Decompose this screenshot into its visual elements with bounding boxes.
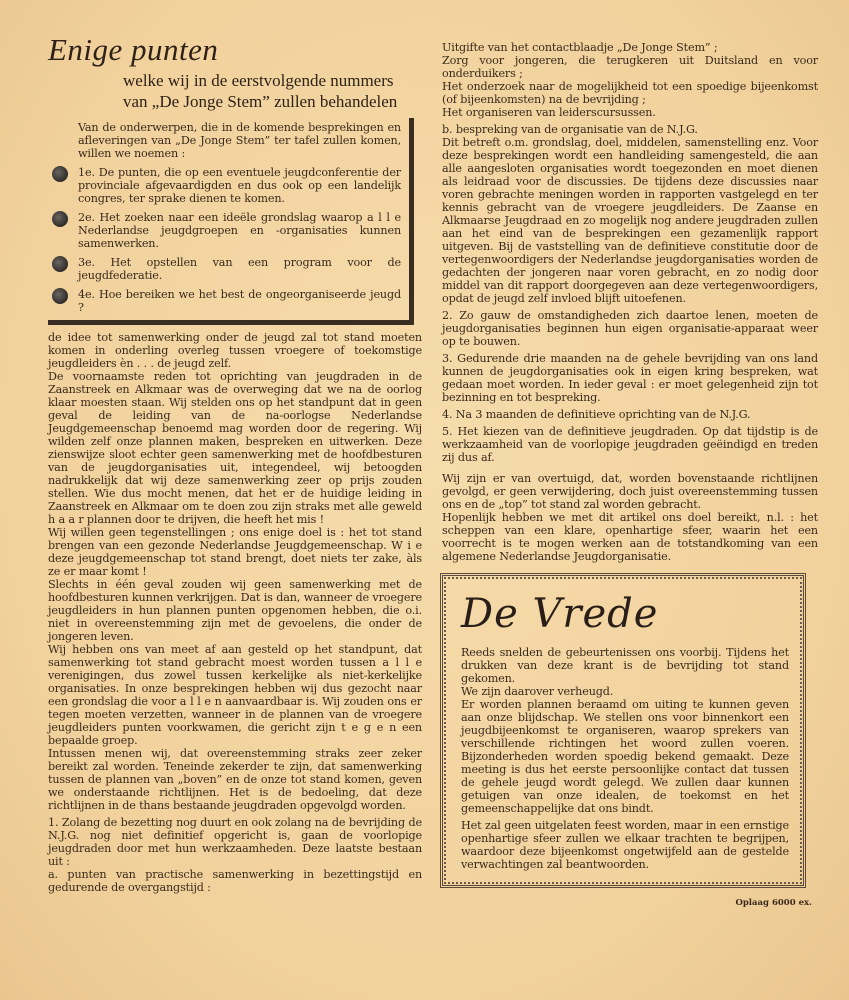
paragraph: Het onderzoek naar de mogelijkheid tot een spoedige bijeenkomst (of bijeenkomsten) na de bevrijding ;	[442, 80, 818, 106]
paragraph: Intussen menen wij, dat overeenstemming straks zeer zeker bereikt zal worden. Teneinde zekerder te zijn, dat samenwerking tussen de plannen van „boven” en de onze tot stand komen, geven we onderstaande richtlijnen. Het is de bedoeling, dat deze richtlijnen in de thans bestaande jeugdraden opgevolgd worden.	[48, 747, 422, 812]
paragraph: b. bespreking van de organisatie van de N.J.G.	[442, 123, 698, 136]
point-text: 4e. Hoe bereiken we het best de ongeorganiseerde jeugd ?	[78, 288, 401, 314]
paragraph: Het organiseren van leiderscursussen.	[442, 106, 656, 119]
paragraph: De voornaamste reden tot oprichting van jeugdraden in de Zaanstreek en Alkmaar was de overweging dat we na de oorlog klaar moesten staan. Wij stelden ons op het standpunt dat in geen geval de leiding van de na-oorlogse Nederlandse Jeugdgemeenschap benoemd mag worden door de regering. Wij wilden zelf onze plannen maken, bespreken en uitwerken. Deze zienswijze sloot echter geen samenwerking met de hoofdbesturen van de jeugdorganisaties uit, integendeel, wij betoogden nadrukkelijk dat wij deze samenwerking zeer op prijs zouden stellen. Wie dus mocht menen, dat het er de huidige leiding in Zaanstreek en Alkmaar om te doen zou zijn straks met alle geweld h a a r plannen door te drijven, die heeft het mis !	[48, 370, 422, 526]
bullet-icon	[52, 211, 68, 227]
left-side	[48, 118, 422, 894]
vrede-title: De Vrede	[461, 591, 659, 637]
paragraph: Wij willen geen tegenstellingen ; ons enige doel is : het tot stand brengen van een gezonde Nederlandse Jeugdgemeenschap. W i e deze jeugdgemeenschap tot stand brengt, doet niets ter zake, àls ze er maar komt !	[48, 526, 422, 578]
paragraph: 5. Het kiezen van de definitieve jeugdraden. Op dat tijdstip is de werkzaamheid van de voorlopige jeugdraden geëindigd en treden zij dus af.	[442, 425, 818, 464]
paragraph: Uitgifte van het contactblaadje „De Jonge Stem” ;	[442, 41, 718, 54]
paragraph: Er worden plannen beraamd om uiting te kunnen geven aan onze blijdschap. We stellen ons voor binnenkort een jeugdbijeenkomst te organiseren, waarop sprekers van verschillende richtingen het woord zullen voeren. Bijzonderheden worden spoedig bekend gemaakt. Deze meeting is dus het eerste persoonlijke contact dat tussen de gehele jeugd wordt gelegd. We zullen daar kunnen getuigen van onze idealen, de toekomst en het gemeenschappelijke dat ons bindt.	[461, 698, 789, 815]
article-subtitle-line-2: van „De Jonge Stem” zullen behandelen	[123, 92, 398, 111]
paragraph: 3. Gedurende drie maanden na de gehele bevrijding van ons land kunnen de jeugdorganisaties ook in eigen kring bespreken, wat gedaan moet worden. In ieder geval : er moet gelegenheid zijn tot bezinning en tot bespreking.	[442, 352, 818, 404]
paragraph: Reeds snelden de gebeurtenissen ons voorbij. Tijdens het drukken van deze krant is de bevrijding tot stand gekomen.	[461, 646, 789, 685]
paragraph: 1. Zolang de bezetting nog duurt en ook zolang na de bevrijding de N.J.G. nog niet definitief opgericht is, gaan de voorlopige jeugdraden door met hun werkzaamheden. Deze laatste bestaan uit :	[48, 816, 422, 868]
print-run-note: Oplaag 6000 ex.	[735, 898, 812, 908]
left-column	[48, 331, 422, 894]
vrede-box	[440, 573, 806, 888]
article-title: Enige punten	[48, 32, 219, 67]
paragraph: 4. Na 3 maanden de definitieve oprichting van de N.J.G.	[442, 408, 751, 421]
article-subtitle-line-1: welke wij in de eerstvolgende nummers	[123, 71, 394, 90]
paragraph: We zijn daarover verheugd.	[461, 685, 614, 698]
bullet-icon	[52, 166, 68, 182]
point-text: 3e. Het opstellen van een program voor de jeugdfederatie.	[78, 256, 401, 282]
right-side	[442, 41, 818, 908]
paragraph: Het zal geen uitgelaten feest worden, maar in een ernstige openhartige sfeer zullen we elkaar trachten te begrijpen, waardoor deze bijeenkomst ongetwijfeld aan de gestelde verwachtingen zal beantwoorden.	[461, 819, 789, 871]
paragraph: Dit betreft o.m. grondslag, doel, middelen, samenstelling enz. Voor deze besprekingen wordt een handleiding samengesteld, die aan alle aangesloten organisaties wordt toegezonden en moet dienen als leidraad voor de discussies. De tijdens deze discussies naar voren gebrachte meningen worden in rapporten vastgelegd en ter kennis gebracht van de vroegere jeugdleiders. De Zaanse en Alkmaarse Jeugdraad en zo mogelijk nog andere jeugdraden zullen aan het eind van de besprekingen een gezamenlijk rapport uitgeven. Bij de vaststelling van de definitieve constitutie door de vertegenwoordigers der Nederlandse jeugdorganisaties worden de gedachten der jongeren naar voren gebracht, en zo nodig door middel van dit rapport doorgegeven aan deze vertegenwoordigers, opdat de jeugd zelf invloed blijft uitoefenen.	[442, 136, 818, 305]
point-item	[78, 288, 401, 314]
points-box	[48, 118, 414, 325]
point-text: 2e. Het zoeken naar een ideële grondslag waarop a l l e Nederlandse jeugdgroepen en -organisaties kunnen samenwerken.	[78, 211, 401, 250]
point-item	[78, 211, 401, 250]
paragraph: Hopenlijk hebben we met dit artikel ons doel bereikt, n.l. : het scheppen van een klare, openhartige sfeer, waarin het een voorrecht is te mogen werken aan de totstandkoming van een algemene Nederlandse Jeugdorganisatie.	[442, 511, 818, 563]
right-column	[442, 41, 818, 563]
point-text: 1e. De punten, die op een eventuele jeugdconferentie der provinciale afgevaardigden en dus ook op een landelijk congres, ter sprake dienen te komen.	[78, 166, 401, 205]
paragraph: Wij hebben ons van meet af aan gesteld op het standpunt, dat samenwerking tot stand gebracht moest worden tussen a l l e verenigingen, dus zowel tussen kerkelijke als niet-kerkelijke organisaties. In onze besprekingen hebben wij dus gezocht naar een grondslag die voor a l l e n aanvaardbaar is. Wij zouden ons er tegen moeten verzetten, wanneer in de plannen van de vroegere jeugdleiders punten voorkwamen, die gericht zijn t e g e n een bepaalde groep.	[48, 643, 422, 747]
bullet-icon	[52, 288, 68, 304]
bullet-icon	[52, 256, 68, 272]
vrede-body	[461, 646, 789, 871]
paragraph: a. punten van practische samenwerking in bezettingstijd en gedurende de overgangstijd :	[48, 868, 422, 894]
point-item	[78, 256, 401, 282]
points-intro: Van de onderwerpen, die in de komende besprekingen en afleveringen van „De Jonge Stem” ter tafel zullen komen, willen we noemen :	[78, 121, 401, 160]
paragraph: 2. Zo gauw de omstandigheden zich daartoe lenen, moeten de jeugdorganisaties beginnen hun eigen organisatie-apparaat weer op te bouwen.	[442, 309, 818, 348]
point-item	[78, 166, 401, 205]
paragraph: Slechts in één geval zouden wij geen samenwerking met de hoofdbesturen kunnen verkrijgen. Dat is dan, wanneer de vroegere jeugdleiders in hun plannen punten opgenomen hebben, die o.i. niet in overeenstemming zijn met de gevoelens, die onder de jongeren leven.	[48, 578, 422, 643]
paragraph: Wij zijn er van overtuigd, dat, worden bovenstaande richtlijnen gevolgd, er geen verwijdering, doch juist overeenstemming tussen ons en de „top” tot stand zal worden gebracht.	[442, 472, 818, 511]
paragraph: Zorg voor jongeren, die terugkeren uit Duitsland en voor onderduikers ;	[442, 54, 818, 80]
paragraph: de idee tot samenwerking onder de jeugd zal tot stand moeten komen in onderling overleg tussen vroegere of toekomstige jeugdleiders èn . . . de jeugd zelf.	[48, 331, 422, 370]
